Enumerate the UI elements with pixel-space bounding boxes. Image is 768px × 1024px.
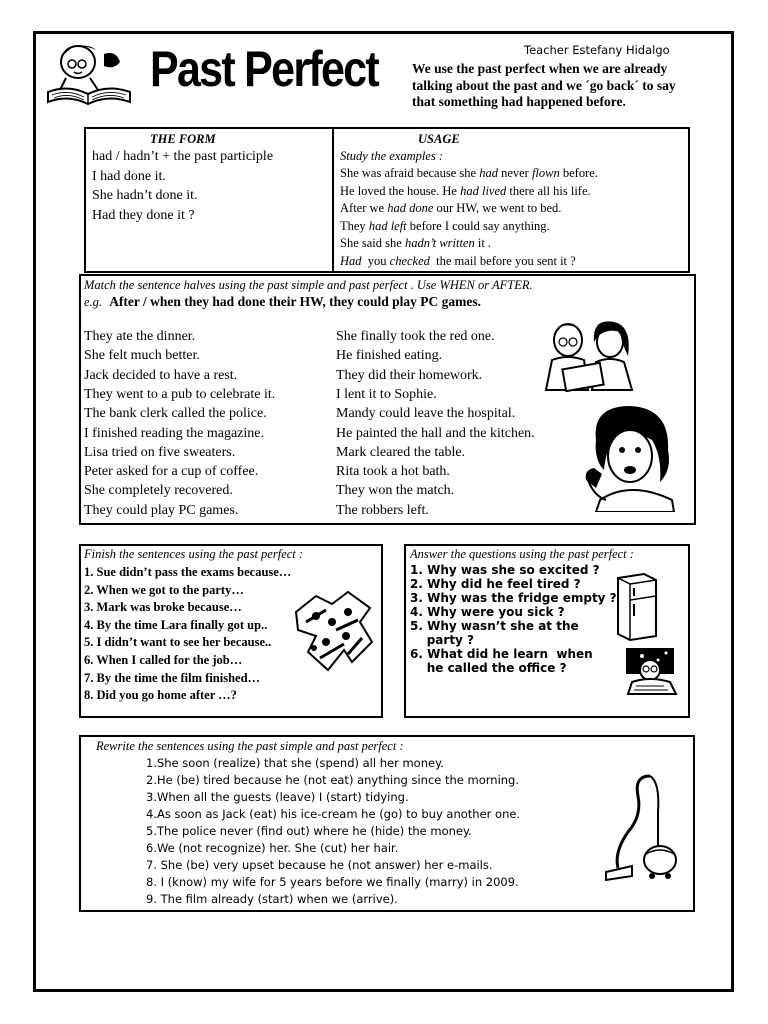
match-left-item: They could play PC games. (84, 502, 239, 518)
usage-segment: never (497, 166, 532, 180)
finish-instruction: Finish the sentences using the past perfect : (84, 547, 304, 561)
rewrite-instruction: Rewrite the sentences using the past simple and past perfect : (96, 739, 404, 753)
usage-example (340, 184, 591, 199)
match-right-item: Mandy could leave the hospital. (336, 406, 516, 422)
finish-item: 5. I didn’t want to see her because.. (84, 635, 272, 650)
finish-item: 2. When we got to the party… (84, 582, 244, 597)
usage-segment: the mail before you sent it ? (429, 253, 576, 268)
form-line: had / hadn’t + the past participle (92, 149, 274, 164)
page-title: Past Perfect (150, 41, 378, 97)
form-heading: THE FORM (150, 132, 216, 146)
teacher-name: Teacher Estefany Hidalgo (524, 43, 670, 57)
sweaters-icon (286, 582, 382, 678)
usage-segment: After we (340, 201, 388, 215)
answer-item: he called the office ? (410, 661, 567, 675)
usage-segment: checked (389, 253, 430, 268)
match-left-item: She completely recovered. (84, 483, 233, 499)
usage-example (340, 254, 576, 269)
usage-segment: before. (559, 166, 598, 180)
match-right-item: Mark cleared the table. (336, 444, 466, 460)
usage-example (340, 219, 550, 234)
usage-heading: USAGE (418, 132, 460, 146)
match-left-item: She felt much better. (84, 348, 200, 364)
match-right-item: He painted the hall and the kitchen. (336, 425, 535, 441)
answer-instruction: Answer the questions using the past perfect : (410, 547, 634, 561)
form-line: She hadn’t done it. (92, 188, 198, 203)
answer-item: 4. Why were you sick ? (410, 605, 565, 619)
usage-segment: there all his life. (506, 183, 591, 198)
usage-segment: our HW, we went to bed. (433, 201, 562, 215)
usage-segment: They (340, 218, 369, 233)
match-instruction: Match the sentence halves using the past simple and past perfect . Use WHEN or AFTER. (84, 278, 533, 292)
usage-segment: had (479, 166, 498, 180)
match-right-item: She finally took the red one. (336, 329, 495, 344)
rewrite-item: 4.As soon as Jack (eat) his ice-cream he (go) to buy another one. (146, 807, 521, 821)
rewrite-item: 2.He (be) tired because he (not eat) anything since the morning. (146, 773, 520, 787)
answer-item: 6. What did he learn when (410, 647, 593, 661)
vacuum-cleaner-icon (598, 772, 682, 886)
answer-item: 3. Why was the fridge empty ? (410, 591, 617, 605)
finish-item: 4. By the time Lara finally got up.. (84, 617, 268, 632)
rewrite-item: 5.The police never (find out) where he (hide) the money. (146, 824, 472, 838)
usage-segment: Had (340, 253, 362, 268)
reading-boy-icon (44, 40, 134, 108)
match-right-item: They won the match. (336, 483, 455, 499)
match-left-item: Peter asked for a cup of coffee. (84, 464, 259, 480)
usage-segment: had lived (460, 183, 507, 198)
rewrite-item: 8. I (know) my wife for 5 years before we finally (marry) in 2009. (146, 875, 519, 889)
match-left-item: I finished reading the magazine. (84, 425, 264, 441)
usage-segment: had done (387, 201, 434, 215)
match-right-item: They did their homework. (336, 367, 483, 383)
intro-text: We use the past perfect when we are already talking about the past and we ´go back´ to say that something had happened before. (412, 61, 676, 109)
rewrite-item: 6.We (not recognize) her. She (cut) her hair. (146, 841, 399, 855)
usage-segment: hadn’t written (404, 236, 475, 250)
match-right-item: Rita took a hot bath. (336, 464, 450, 480)
form-line: I had done it. (92, 168, 166, 184)
rewrite-item: 9. The film already (start) when we (arrive). (146, 892, 398, 906)
finish-item: 1. Sue didn’t pass the exams because… (84, 565, 292, 579)
fridge-icon (614, 572, 660, 642)
match-left-item: Jack decided to have a rest. (84, 367, 238, 383)
match-left-item: Lisa tried on five sweaters. (84, 444, 236, 460)
usage-segment: it . (474, 236, 492, 250)
example-label: e.g. (84, 295, 103, 309)
usage-example (340, 166, 598, 181)
form-line: Had they done it ? (92, 207, 195, 223)
answer-item: 5. Why wasn’t she at the (410, 619, 579, 633)
match-right-item: The robbers left. (336, 502, 429, 518)
usage-segment: you (361, 253, 390, 268)
rewrite-item: 1.She soon (realize) that she (spend) all her money. (146, 756, 444, 770)
rewrite-item: 3.When all the guests (leave) I (start) tidying. (146, 790, 409, 804)
couple-reading-icon (532, 316, 644, 392)
match-left-item: They ate the dinner. (84, 329, 196, 344)
usage-segment: had left (368, 218, 407, 233)
finish-item: 3. Mark was broke because… (84, 600, 242, 615)
usage-segment: She was afraid because she (340, 166, 480, 180)
match-right-item: I lent it to Sophie. (336, 386, 437, 402)
usage-example (340, 201, 561, 216)
example-text: After / when they had done their HW, they could play PC games. (109, 294, 481, 309)
man-bed-icon (624, 644, 680, 696)
rewrite-item: 7. She (be) very upset because he (not answer) her e-mails. (146, 858, 493, 872)
example-line (84, 294, 481, 310)
usage-segment: She said she (340, 236, 405, 250)
answer-item: 1. Why was she so excited ? (410, 563, 600, 577)
finish-item: 8. Did you go home after …? (84, 688, 237, 703)
answer-item: party ? (410, 633, 475, 647)
usage-segment: He loved the house. He (340, 183, 461, 198)
usage-segment: before I could say anything. (406, 218, 550, 233)
match-right-item: He finished eating. (336, 348, 443, 364)
usage-example (340, 236, 491, 251)
answer-item: 2. Why did he feel tired ? (410, 577, 581, 591)
match-left-item: The bank clerk called the police. (84, 406, 267, 422)
table-divider (332, 127, 334, 273)
finish-item: 7. By the time the film finished… (84, 670, 261, 685)
usage-intro: Study the examples : (340, 149, 444, 163)
finish-item: 6. When I called for the job… (84, 653, 243, 667)
woman-phone-icon (576, 400, 684, 512)
usage-segment: flown (531, 166, 560, 180)
match-left-item: They went to a pub to celebrate it. (84, 386, 276, 402)
